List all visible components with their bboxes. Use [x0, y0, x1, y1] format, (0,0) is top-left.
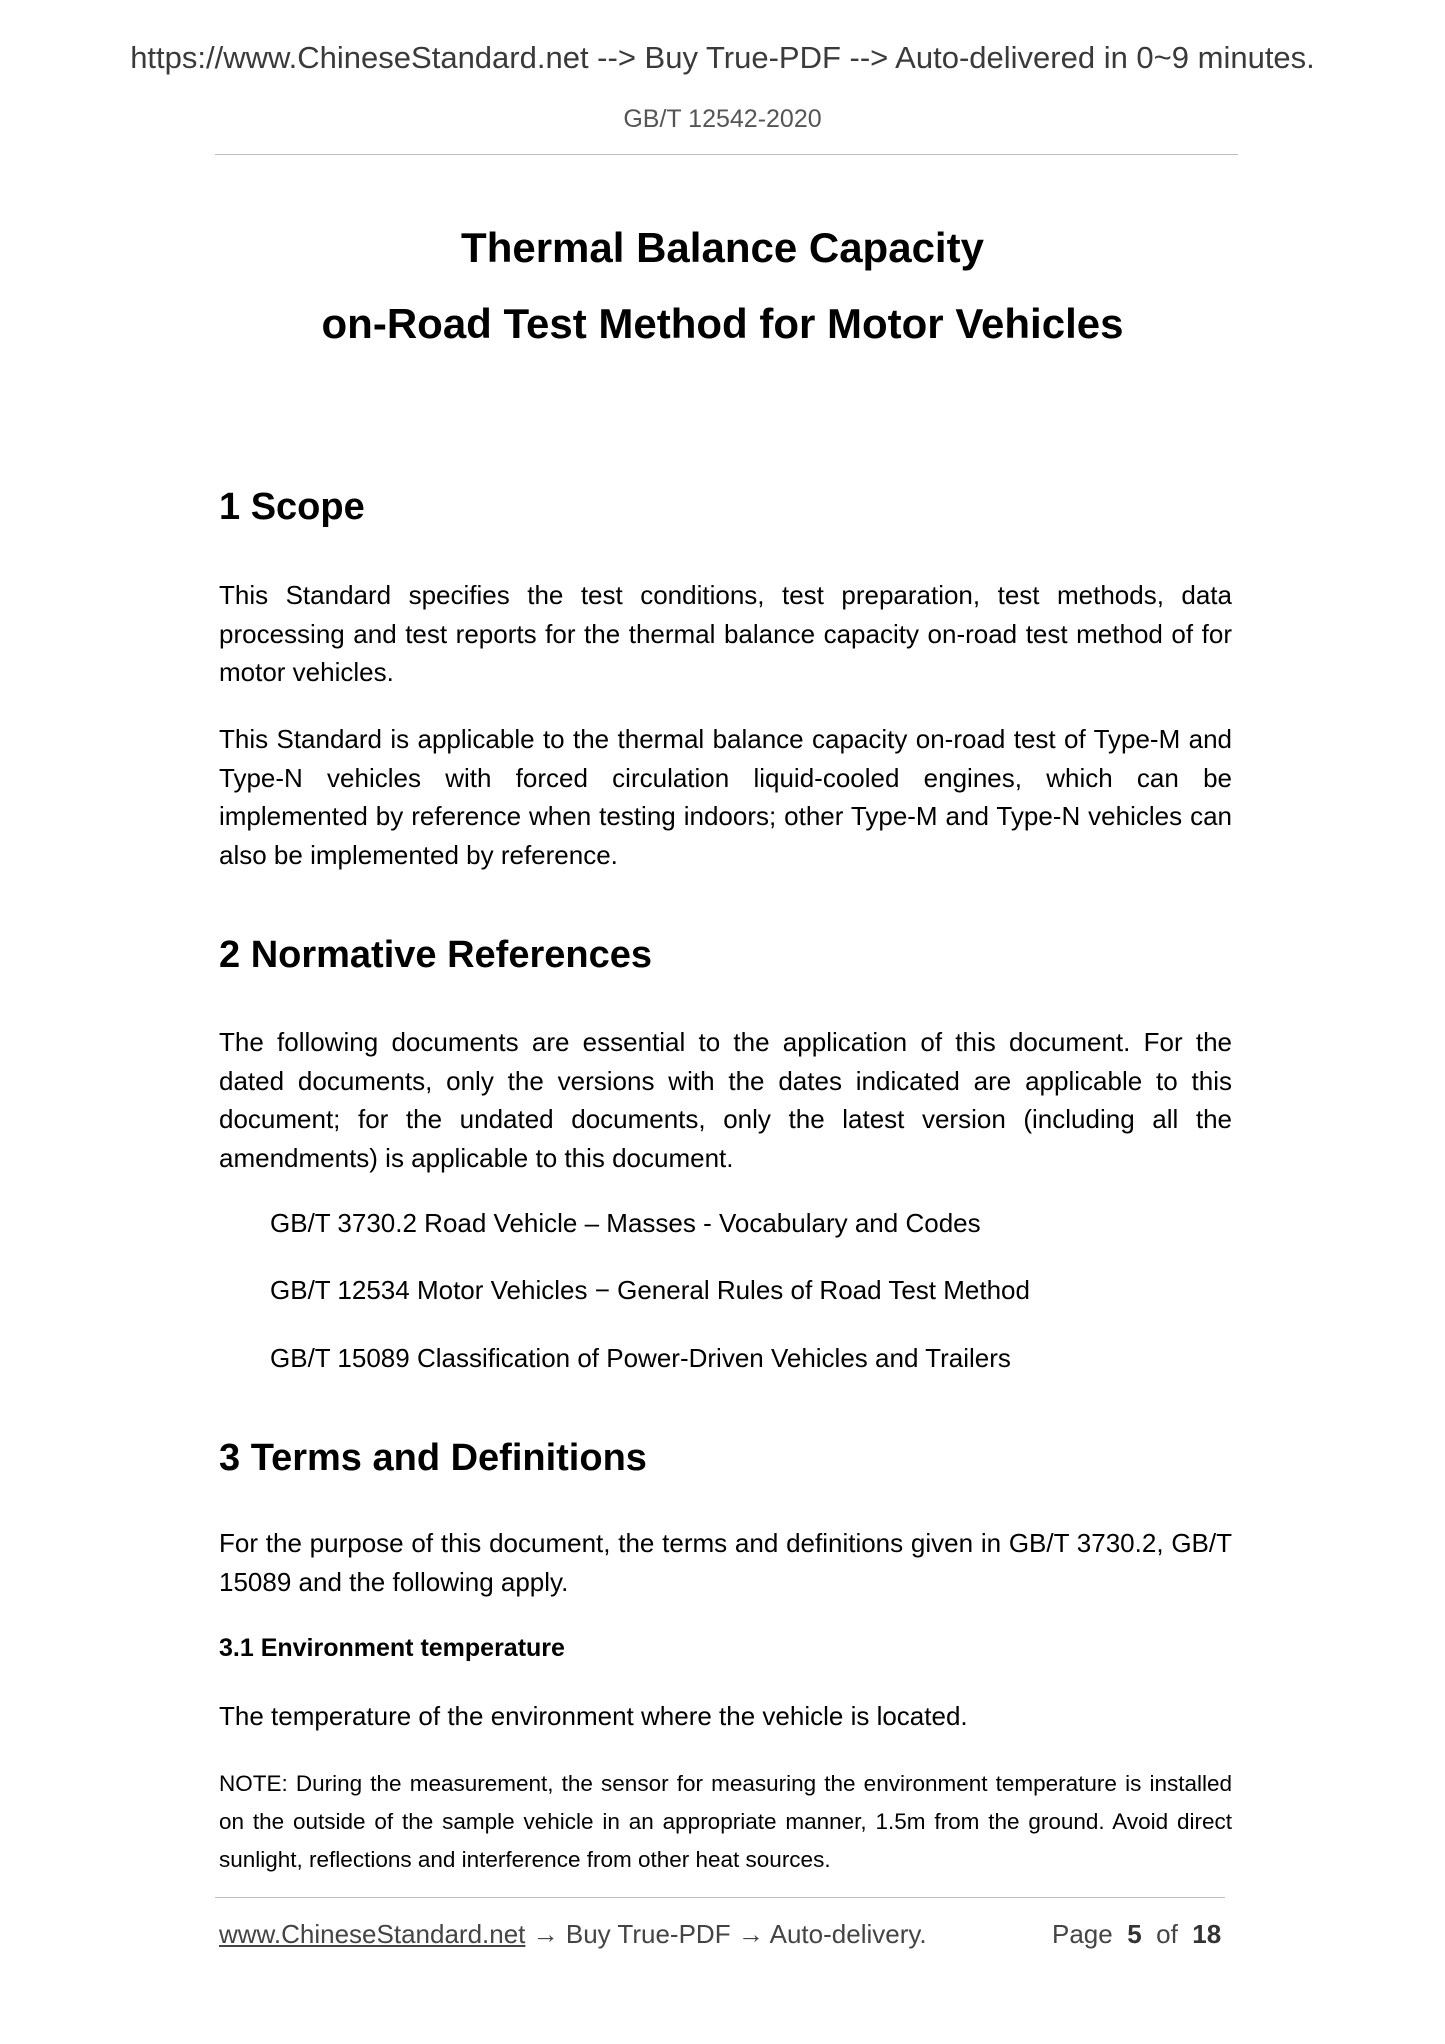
- standard-number: GB/T 12542-2020: [623, 105, 822, 133]
- header-divider: [215, 154, 1238, 155]
- normative-paragraph: The following documents are essential to the application of this document. For the dated documents, only the versions with the dates indicated are applicable to this document; for the undated documents, only the latest version (including all the amendments) is applicable to this document.: [219, 1027, 1232, 1173]
- page-current: 5: [1127, 1919, 1142, 1949]
- reference-item: GB/T 3730.2 Road Vehicle – Masses - Vocabulary and Codes: [270, 1208, 981, 1238]
- reference-item: GB/T 15089 Classification of Power-Driven Vehicles and Trailers: [270, 1343, 1011, 1373]
- footer-promo: [219, 1916, 927, 1952]
- title-line-2: on-Road Test Method for Motor Vehicles: [321, 300, 1124, 347]
- footer-delivery-text: Auto-delivery.: [769, 1919, 927, 1949]
- page-total: 18: [1192, 1919, 1222, 1949]
- page-indicator: [1052, 1916, 1221, 1952]
- document-title: [0, 210, 1445, 362]
- subsection-heading: 3.1 Environment temperature: [219, 1634, 565, 1662]
- definition-text: The temperature of the environment where the vehicle is located.: [219, 1701, 968, 1731]
- scope-paragraph-2: This Standard is applicable to the thermal balance capacity on-road test of Type-M and Type-N vehicles with forced circulation liquid-cooled engines, which can be implemented by reference when testing indoors; other Type-M and Type-N vehicles can also be implemented by reference.: [219, 724, 1232, 870]
- footer-buy-text: Buy True-PDF: [565, 1919, 731, 1949]
- top-banner: https://www.ChineseStandard.net --> Buy True-PDF --> Auto-delivered in 0~9 minutes.: [130, 40, 1315, 75]
- footer-divider: [215, 1897, 1225, 1898]
- note-text: NOTE: During the measurement, the sensor for measuring the environment temperature is installed on the outside of the sample vehicle in an appropriate manner, 1.5m from the ground. Avoid direct sunlight, reflections and interference from other heat sources.: [219, 1771, 1232, 1872]
- arrow-icon: →: [532, 1919, 559, 1949]
- section-heading-normative-references: 2 Normative References: [219, 934, 652, 976]
- arrow-icon: →: [737, 1919, 764, 1949]
- reference-item: GB/T 12534 Motor Vehicles − General Rules of Road Test Method: [270, 1275, 1030, 1305]
- section-heading-terms-definitions: 3 Terms and Definitions: [219, 1437, 647, 1479]
- terms-paragraph: For the purpose of this document, the terms and definitions given in GB/T 3730.2, GB/T 15089 and the following apply.: [219, 1528, 1232, 1597]
- title-line-1: Thermal Balance Capacity: [461, 224, 984, 271]
- footer-site-link[interactable]: www.ChineseStandard.net: [219, 1919, 526, 1949]
- page-of: of: [1156, 1919, 1178, 1949]
- section-heading-scope: 1 Scope: [219, 486, 365, 528]
- scope-paragraph-1: This Standard specifies the test conditions, test preparation, test methods, data processing and test reports for the thermal balance capacity on-road test method of for motor vehicles.: [219, 580, 1232, 687]
- page-label: Page: [1052, 1919, 1113, 1949]
